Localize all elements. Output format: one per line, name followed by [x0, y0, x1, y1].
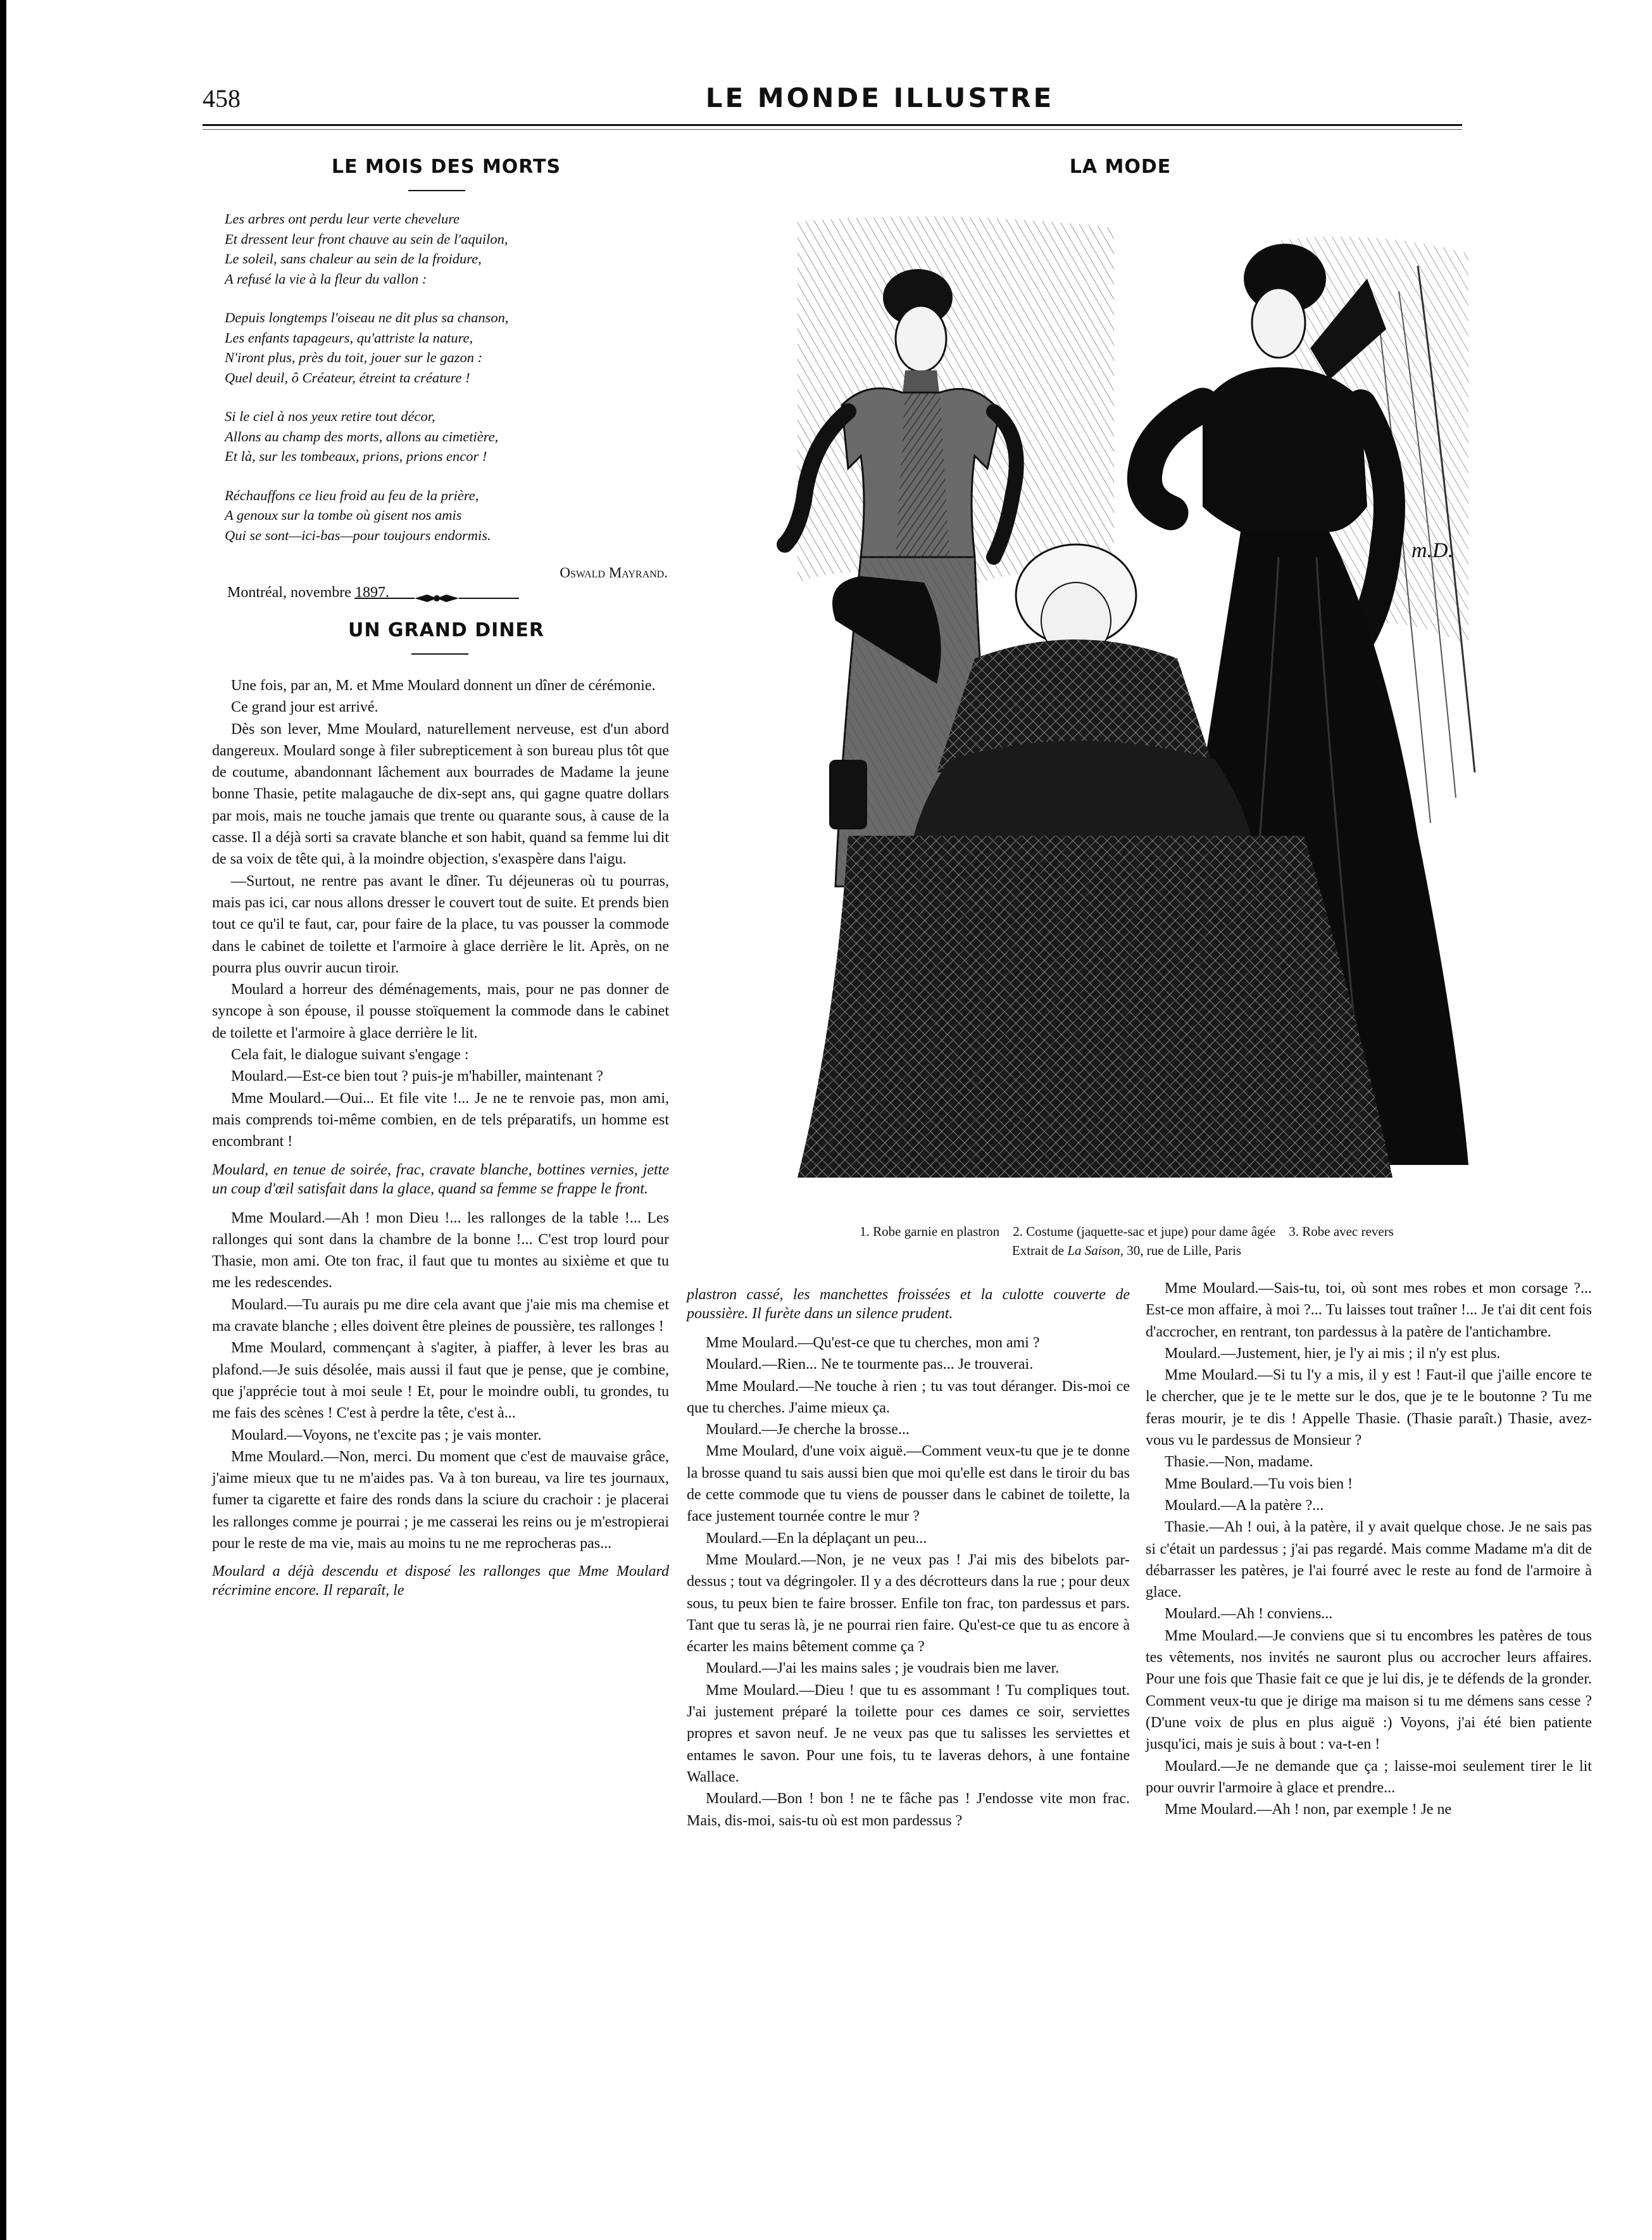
poem-line: Depuis longtemps l'oiseau ne dit plus sa chanson,	[225, 310, 509, 325]
paragraph: Mme Moulard.—Qu'est-ce que tu cherches, mon ami ?	[706, 1335, 1040, 1351]
poem-line: Les enfants tapageurs, qu'attriste la nature,	[225, 329, 473, 346]
poem-line: A genoux sur la tombe où gisent nos amis	[225, 507, 462, 523]
paragraph: Moulard.—Je cherche la brosse...	[706, 1421, 910, 1438]
paragraph: Une fois, par an, M. et Mme Moulard donnent un dîner de cérémonie.	[231, 677, 656, 694]
paragraph: Mme Moulard, d'une voix aiguë.—Comment veux-tu que je te donne la brosse quand tu sais aussi bien que moi qu'elle est dans le tiroir du bas de cette commode que tu viens de pousser dans le cabinet de toilette, la face justement tournée contre le mur ?	[687, 1443, 1130, 1525]
fashion-illustration	[760, 203, 1494, 1203]
poem-stanzas	[225, 209, 668, 545]
caption-source-title: La Saison	[1067, 1243, 1120, 1258]
paragraph: Moulard.—J'ai les mains sales ; je voudrais bien me laver.	[706, 1660, 1060, 1677]
poem-title: LE MOIS DES MORTS	[331, 156, 561, 178]
story-title: UN GRAND DINER	[347, 619, 545, 641]
artist-signature: m.D.	[1411, 539, 1454, 562]
header-rule-thin	[203, 129, 1462, 130]
paragraph: Mme Moulard.—Ah ! non, par exemple ! Je ne	[1165, 1801, 1452, 1818]
paragraph: Moulard.—Tu aurais pu me dire cela avant que j'aie mis ma chemise et ma cravate blanche ; elles doivent être pleines de poussière, tes rallonges !	[212, 1296, 669, 1335]
paragraph: Mme Moulard.—Ah ! mon Dieu !... les rallonges de la table !... Les rallonges qui sont dans la chambre de la bonne !... C'est trop lourd pour Thasie, mon ami. Ote ton frac, il faut que tu montes au sixième et que tu me les redescendes.	[212, 1209, 669, 1292]
paragraph: Dès son lever, Mme Moulard, naturellement nerveuse, est d'un abord dangereux. Moulard songe à filer subrepticement à son bureau plus tôt que de coutume, abandonnant lâchement aux bourrades de Madame la jeune bonne Thasie, petite malagauche de dix-sept ans, qui gagne quatre dollars par mois, mais ne touche jamais que trente ou quarante sous, à cause de la casse. Il a déjà sorti sa cravate blanche et son habit, quand sa femme lui dit de sa voix de tête qui, à la moindre objection, s'exaspère dans l'aigu.	[212, 720, 669, 868]
section-ornament	[354, 592, 519, 605]
poem-line: Qui se sont—ici-bas—pour toujours endormis.	[225, 527, 491, 543]
paragraph: Thasie.—Ah ! oui, à la patère, il y avait quelque chose. Je ne sais pas si c'était un pardessus ; j'ai pas regardé. Mais comme Madame m'a dit de débarrasser les patères, je l'ai fourré avec le reste au fond de l'armoire à glace.	[1146, 1519, 1592, 1601]
paragraph: Moulard.—Justement, hier, je l'y ai mis ; il n'y est plus.	[1165, 1345, 1501, 1362]
poem-line: Les arbres ont perdu leur verte chevelure	[225, 211, 460, 227]
paragraph: Moulard.—Est-ce bien tout ? puis-je m'habiller, maintenant ?	[231, 1068, 603, 1085]
paragraph: Mme Moulard, commençant à s'agiter, à piaffer, à lever les bras au plafond.—Je suis désolée, mais aussi il faut que je pense, que je combine, que j'apprécie tout à moi seule ! Et, pour le moindre oubli, tu grondes, tu me fais des scènes ! C'est à perdre la tête, c'est à...	[212, 1340, 669, 1422]
poem-author: Oswald Mayrand.	[560, 565, 668, 581]
poem-line: Et là, sur les tombeaux, prions, prions encor !	[225, 448, 487, 464]
poem-line: Si le ciel à nos yeux retire tout décor,	[225, 408, 435, 424]
stage-direction: Moulard a déjà descendu et disposé les rallonges que Mme Moulard récrimine encore. Il reparaît, le	[212, 1563, 669, 1599]
story-title-rule	[411, 653, 468, 655]
paragraph: Mme Moulard.—Sais-tu, toi, où sont mes robes et mon corsage ?... Est-ce mon affaire, à moi ?... Tu laisses tout traîner !... Je t'ai dit cent fois d'accrocher, en rentrant, ton pardessus à la patère de l'antichambre.	[1146, 1280, 1592, 1340]
poem-line: Et dressent leur front chauve au sein de l'aquilon,	[225, 230, 508, 247]
paragraph: Mme Moulard.—Je conviens que si tu encombres les patères de tous tes vêtements, nos invités ne sauront plus ou accrocher leurs affaires. Pour une fois que Thasie fait ce que je lui dis, je te défends de la gronder. Comment veux-tu que je dirige ma maison si tu me démens sans cesse ? (D'une voix de plus en plus aiguë :) Voyons, j'ai été bien patiente jusqu'ici, mais je suis à bout : va-t-en !	[1146, 1627, 1592, 1753]
fashion-title: LA MODE	[1069, 156, 1172, 178]
paragraph: Thasie.—Non, madame.	[1165, 1454, 1313, 1471]
paragraph: Moulard.—Je ne demande que ça ; laisse-moi seulement tirer le lit pour ouvrir l'armoire à glace et prendre...	[1146, 1758, 1592, 1796]
paragraph: Moulard.—Rien... Ne te tourmente pas... Je trouverai.	[706, 1356, 1034, 1373]
poem-line: Le soleil, sans chaleur au sein de la froidure,	[225, 251, 482, 267]
poem	[225, 209, 668, 603]
story-column-2	[687, 1278, 1130, 1832]
paragraph: Mme Boulard.—Tu vois bien !	[1165, 1475, 1353, 1492]
paragraph: Moulard.—A la patère ?...	[1165, 1497, 1324, 1514]
paragraph: Ce grand jour est arrivé.	[231, 699, 379, 716]
paragraph: Mme Moulard.—Si tu l'y a mis, il y est ! Faut-il que j'aille encore te le chercher, que je te le mette sur le dos, que je te le boutonne ? Tu me feras mourir, je te dis ! Appelle Thasie. (Thasie paraît.) Thasie, avez-vous vu le pardessus de Monsieur ?	[1146, 1367, 1592, 1449]
page-number: 458	[203, 84, 241, 113]
poem-line: Quel deuil, ô Créateur, étreint ta créature !	[225, 369, 470, 386]
paragraph: Mme Moulard.—Non, je ne veux pas ! J'ai mis des bibelots par-dessus ; tout va dégringoler. Il y a des décrotteurs dans la rue ; pour deux sous, tu peux bien te faire brosser. Enfile ton frac, ton pardessus et pars. Tant que tu seras là, je ne pourrai rien faire. Qu'est-ce que tu as encore à écarter les mains bêtement comme ça ?	[687, 1551, 1130, 1656]
paragraph: Mme Moulard.—Ne touche à rien ; tu vas tout déranger. Dis-moi ce que tu cherches. J'aime mieux ça.	[687, 1378, 1130, 1416]
illustration-caption	[734, 1222, 1519, 1260]
stage-direction: Moulard, en tenue de soirée, frac, cravate blanche, bottines vernies, jette un coup d'œil satisfait dans la glace, quand sa femme se frappe le front.	[212, 1161, 669, 1197]
paragraph: Moulard.—Bon ! bon ! ne te fâche pas ! J'endosse vite mon frac. Mais, dis-moi, sais-tu où est mon pardessus ?	[687, 1790, 1130, 1829]
story-column-1	[212, 675, 669, 1609]
caption-source	[734, 1241, 1519, 1260]
paragraph: Cela fait, le dialogue suivant s'engage :	[231, 1047, 469, 1064]
masthead: LE MONDE ILLUSTRE	[705, 82, 1054, 113]
story-column-3	[1146, 1278, 1592, 1820]
paragraph: Moulard a horreur des déménagements, mais, pour ne pas donner de syncope à son épouse, il pousse stoïquement la commode dans le cabinet de toilette et l'armoire à glace derrière le lit.	[212, 981, 669, 1041]
poem-line: Allons au champ des morts, allons au cimetière,	[225, 428, 499, 444]
poem-line: N'iront plus, près du toit, jouer sur le gazon :	[225, 349, 483, 365]
poem-stanza	[225, 308, 668, 387]
caption-source-suffix: , 30, rue de Lille, Paris	[1120, 1243, 1242, 1258]
caption-items: 1. Robe garnie en plastron 2. Costume (jaquette-sac et jupe) pour dame âgée 3. Robe avec revers	[860, 1224, 1394, 1239]
poem-place: Montréal, novembre 1897.	[227, 584, 389, 601]
page-edge-bar	[0, 0, 6, 2240]
paragraph: —Surtout, ne rentre pas avant le dîner. Tu déjeuneras où tu pourras, mais pas ici, car nous allons dresser le couvert tout de suite. Et prends bien tout ce qu'il te faut, car, pour faire de la place, tu vas pousser la commode dans le cabinet de toilette et l'armoire à glace derrière le lit. Après, on ne pourra plus ouvrir aucun tiroir.	[212, 872, 669, 976]
header-rule	[203, 124, 1462, 126]
caption-source-prefix: Extrait de	[1011, 1243, 1068, 1258]
paragraph: Mme Moulard.—Dieu ! que tu es assommant ! Tu compliques tout. J'ai justement préparé la toilette pour ces dames ce soir, serviettes propres et savon neuf. Je ne veux pas que tu salisses les serviettes et entames le savon. Pour une fois, tu te laveras dehors, à une fontaine Wallace.	[687, 1682, 1130, 1785]
stage-direction: plastron cassé, les manchettes froissées et la culotte couverte de poussière. Il furète dans un silence prudent.	[687, 1287, 1130, 1322]
poem-title-rule	[408, 190, 465, 191]
poem-stanza	[225, 406, 668, 467]
paragraph: Moulard.—Voyons, ne t'excite pas ; je vais monter.	[231, 1426, 542, 1444]
poem-line: Réchauffons ce lieu froid au feu de la prière,	[225, 487, 479, 503]
paragraph: Moulard.—En la déplaçant un peu...	[706, 1530, 927, 1547]
paragraph: Mme Moulard.—Oui... Et file vite !... Je ne te renvoie pas, mon ami, mais comprends toi-même combien, en de tels préparatifs, un homme est encombrant !	[212, 1090, 669, 1150]
poem-line: A refusé la vie à la fleur du vallon :	[225, 270, 427, 287]
paragraph: Moulard.—Ah ! conviens...	[1165, 1606, 1333, 1623]
poem-stanza	[225, 486, 668, 546]
paragraph: Mme Moulard.—Non, merci. Du moment que c'est de mauvaise grâce, j'aime mieux que tu ne m'aides pas. Va à ton bureau, va lire tes journaux, fumer ta cigarette et faire des ronds dans la sciure du crachoir : je placerai les rallonges comme je pourrai ; je me casserai les reins ou je m'estropierai pour le reste de ma vie, mais au moins tu ne me reprocheras pas...	[212, 1448, 669, 1552]
poem-stanza	[225, 209, 668, 289]
